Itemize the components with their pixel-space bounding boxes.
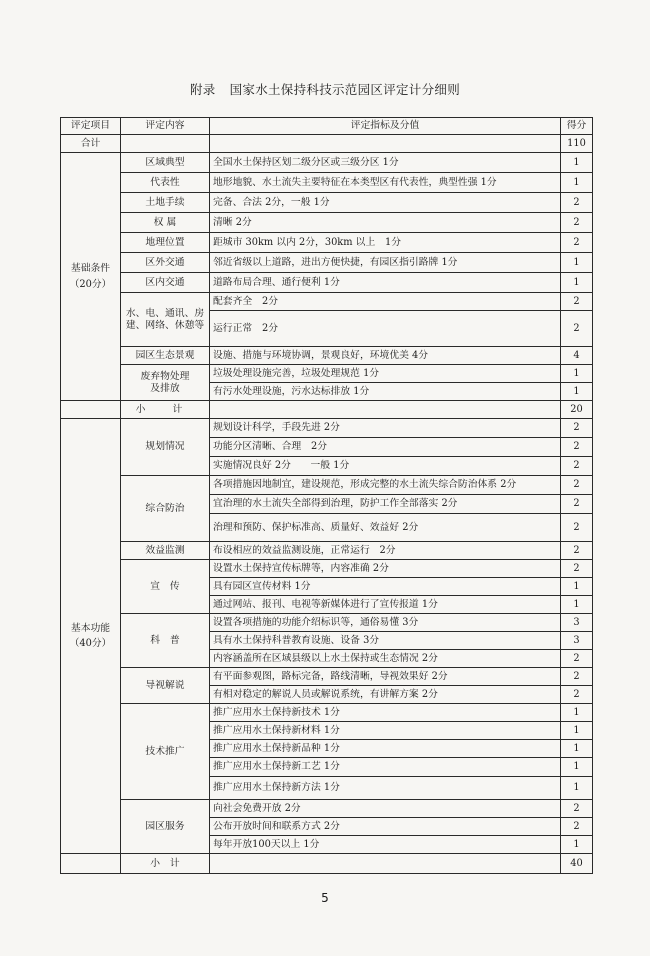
row-indicator: 布设相应的效益监测设施，正常运行 2分 xyxy=(210,542,561,560)
row-score: 2 xyxy=(561,193,593,213)
row-indicator: 推广应用水土保持新方法 1分 xyxy=(210,777,561,800)
header-content: 评定内容 xyxy=(121,118,210,135)
row-score: 3 xyxy=(561,632,593,650)
table-row xyxy=(61,800,593,818)
subtotal-blank xyxy=(210,854,561,874)
row-score: 2 xyxy=(561,293,593,311)
row-indicator: 推广应用水土保持新品种 1分 xyxy=(210,740,561,758)
row-score: 2 xyxy=(561,686,593,704)
row-content: 区外交通 xyxy=(121,253,210,273)
row-indicator: 有污水处理设施，污水达标排放 1分 xyxy=(210,383,561,401)
table-row xyxy=(61,273,593,293)
row-indicator: 有平面参观图，路标完备，路线清晰，导视效果好 2分 xyxy=(210,668,561,686)
row-indicator: 有相对稳定的解说人员或解说系统，有讲解方案 2分 xyxy=(210,686,561,704)
row-indicator: 每年开放100天以上 1分 xyxy=(210,836,561,854)
row-score: 1 xyxy=(561,365,593,383)
section-function-name: 基本功能 xyxy=(70,622,111,634)
row-indicator: 推广应用水土保持新材料 1分 xyxy=(210,722,561,740)
row-score: 2 xyxy=(561,514,593,542)
subtotal-label: 小 计 xyxy=(121,854,210,874)
row-content: 代表性 xyxy=(121,173,210,193)
section-basic-name: 基础条件 xyxy=(70,263,111,275)
table-row xyxy=(61,233,593,253)
row-score: 1 xyxy=(561,273,593,293)
subtotal-blank xyxy=(61,854,121,874)
row-indicator: 宜治理的水土流失全部得到治理，防护工作全部落实 2分 xyxy=(210,495,561,514)
row-content: 科 普 xyxy=(121,614,210,668)
subtotal-blank xyxy=(210,401,561,419)
subtotal-row xyxy=(61,401,593,419)
row-indicator: 推广应用水土保持新技术 1分 xyxy=(210,704,561,722)
total-blank xyxy=(210,135,561,153)
row-indicator: 清晰 2分 xyxy=(210,213,561,233)
row-score: 1 xyxy=(561,596,593,614)
row-indicator: 设置水土保持宣传标牌等，内容准确 2分 xyxy=(210,560,561,578)
row-indicator: 邻近省级以上道路，进出方便快捷，有园区指引路牌 1分 xyxy=(210,253,561,273)
table-row xyxy=(61,365,593,383)
table-row xyxy=(61,173,593,193)
page-title xyxy=(0,80,650,98)
row-indicator: 地形地貌、水土流失主要特征在本类型区有代表性，典型性强 1分 xyxy=(210,173,561,193)
row-indicator: 垃圾处理设施完善，垃圾处理规范 1分 xyxy=(210,365,561,383)
table-row xyxy=(61,419,593,438)
row-content: 技术推广 xyxy=(121,704,210,800)
table-row xyxy=(61,542,593,560)
row-score: 2 xyxy=(561,213,593,233)
table-row xyxy=(61,347,593,365)
row-score: 2 xyxy=(561,419,593,438)
row-score: 2 xyxy=(561,818,593,836)
row-content: 园区生态景观 xyxy=(121,347,210,365)
row-content: 权 属 xyxy=(121,213,210,233)
table-row xyxy=(61,704,593,722)
row-score: 2 xyxy=(561,542,593,560)
row-score: 2 xyxy=(561,457,593,476)
row-indicator: 运行正常 2分 xyxy=(210,311,561,347)
table-row xyxy=(61,193,593,213)
row-indicator: 内容涵盖所在区域县级以上水土保持或生态情况 2分 xyxy=(210,650,561,668)
row-content: 地理位置 xyxy=(121,233,210,253)
row-indicator: 功能分区清晰、合理 2分 xyxy=(210,438,561,457)
section-function xyxy=(61,419,121,854)
row-content: 效益监测 xyxy=(121,542,210,560)
row-indicator: 具有水土保持科普教育设施、设备 3分 xyxy=(210,632,561,650)
total-row xyxy=(61,135,593,153)
row-content: 规划情况 xyxy=(121,419,210,476)
row-score: 3 xyxy=(561,614,593,632)
section-function-points: （40分） xyxy=(69,638,112,649)
row-content: 区域典型 xyxy=(121,153,210,173)
row-score: 2 xyxy=(561,476,593,495)
row-score: 1 xyxy=(561,253,593,273)
table-row xyxy=(61,153,593,173)
row-score: 2 xyxy=(561,233,593,253)
row-content: 宣 传 xyxy=(121,560,210,614)
table-row xyxy=(61,560,593,578)
table-row xyxy=(61,213,593,233)
subtotal-label: 小 计 xyxy=(121,401,210,419)
table-row xyxy=(61,614,593,632)
section-basic xyxy=(61,153,121,401)
row-score: 1 xyxy=(561,836,593,854)
page-number: 5 xyxy=(321,891,329,905)
row-indicator: 治理和预防、保护标准高、质量好、效益好 2分 xyxy=(210,514,561,542)
row-indicator: 具有园区宣传材料 1分 xyxy=(210,578,561,596)
row-score: 1 xyxy=(561,578,593,596)
row-indicator: 实施情况良好 2分 一般 1分 xyxy=(210,457,561,476)
subtotal-score: 20 xyxy=(561,401,593,419)
header-row xyxy=(61,118,593,135)
row-score: 1 xyxy=(561,777,593,800)
row-score: 4 xyxy=(561,347,593,365)
row-indicator: 向社会免费开放 2分 xyxy=(210,800,561,818)
total-score: 110 xyxy=(561,135,593,153)
row-score: 1 xyxy=(561,704,593,722)
total-label: 合计 xyxy=(61,135,121,153)
header-item: 评定项目 xyxy=(61,118,121,135)
row-indicator: 公布开放时间和联系方式 2分 xyxy=(210,818,561,836)
table-row xyxy=(61,293,593,311)
row-content: 导视解说 xyxy=(121,668,210,704)
section-basic-points: （20分） xyxy=(69,278,112,290)
header-indicator: 评定指标及分值 xyxy=(210,118,561,135)
table-row xyxy=(61,253,593,273)
row-score: 2 xyxy=(561,311,593,347)
row-indicator: 全国水土保持区划二级分区或三级分区 1分 xyxy=(210,153,561,173)
table-row xyxy=(61,476,593,495)
subtotal-score: 40 xyxy=(561,854,593,874)
row-indicator: 设置各项措施的功能介绍标识等，通俗易懂 3分 xyxy=(210,614,561,632)
row-indicator: 推广应用水土保持新工艺 1分 xyxy=(210,758,561,777)
row-score: 1 xyxy=(561,740,593,758)
row-score: 1 xyxy=(561,722,593,740)
row-score: 1 xyxy=(561,383,593,401)
row-content: 水、电、通讯、房建、网络、休憩等 xyxy=(121,293,210,347)
row-indicator: 配套齐全 2分 xyxy=(210,293,561,311)
header-score: 得分 xyxy=(561,118,593,135)
row-content: 区内交通 xyxy=(121,273,210,293)
row-score: 1 xyxy=(561,173,593,193)
scoring-table xyxy=(60,117,593,874)
subtotal-row xyxy=(61,854,593,874)
row-indicator: 道路布局合理、通行便利 1分 xyxy=(210,273,561,293)
row-score: 2 xyxy=(561,650,593,668)
row-indicator: 通过网站、报刊、电视等新媒体进行了宣传报道 1分 xyxy=(210,596,561,614)
row-indicator: 规划设计科学，手段先进 2分 xyxy=(210,419,561,438)
row-content: 土地手续 xyxy=(121,193,210,213)
row-indicator: 完备、合法 2分，一般 1分 xyxy=(210,193,561,213)
row-indicator: 设施、措施与环境协调，景观良好，环境优美 4分 xyxy=(210,347,561,365)
row-score: 2 xyxy=(561,800,593,818)
title-main: 国家水土保持科技示范园区评定计分细则 xyxy=(229,82,460,97)
total-blank xyxy=(121,135,210,153)
row-score: 2 xyxy=(561,560,593,578)
row-score: 2 xyxy=(561,438,593,457)
row-content: 综合防治 xyxy=(121,476,210,542)
row-score: 2 xyxy=(561,668,593,686)
row-content: 园区服务 xyxy=(121,800,210,854)
table-row xyxy=(61,668,593,686)
row-score: 1 xyxy=(561,758,593,777)
row-score: 2 xyxy=(561,495,593,514)
subtotal-blank xyxy=(61,401,121,419)
row-score: 1 xyxy=(561,153,593,173)
row-indicator: 距城市 30km 以内 2分，30km 以上 1分 xyxy=(210,233,561,253)
row-indicator: 各项措施因地制宜，建设规范，形成完整的水土流失综合防治体系 2分 xyxy=(210,476,561,495)
row-content: 废弃物处理及排放 xyxy=(121,365,210,401)
title-prefix: 附录 xyxy=(189,82,216,97)
